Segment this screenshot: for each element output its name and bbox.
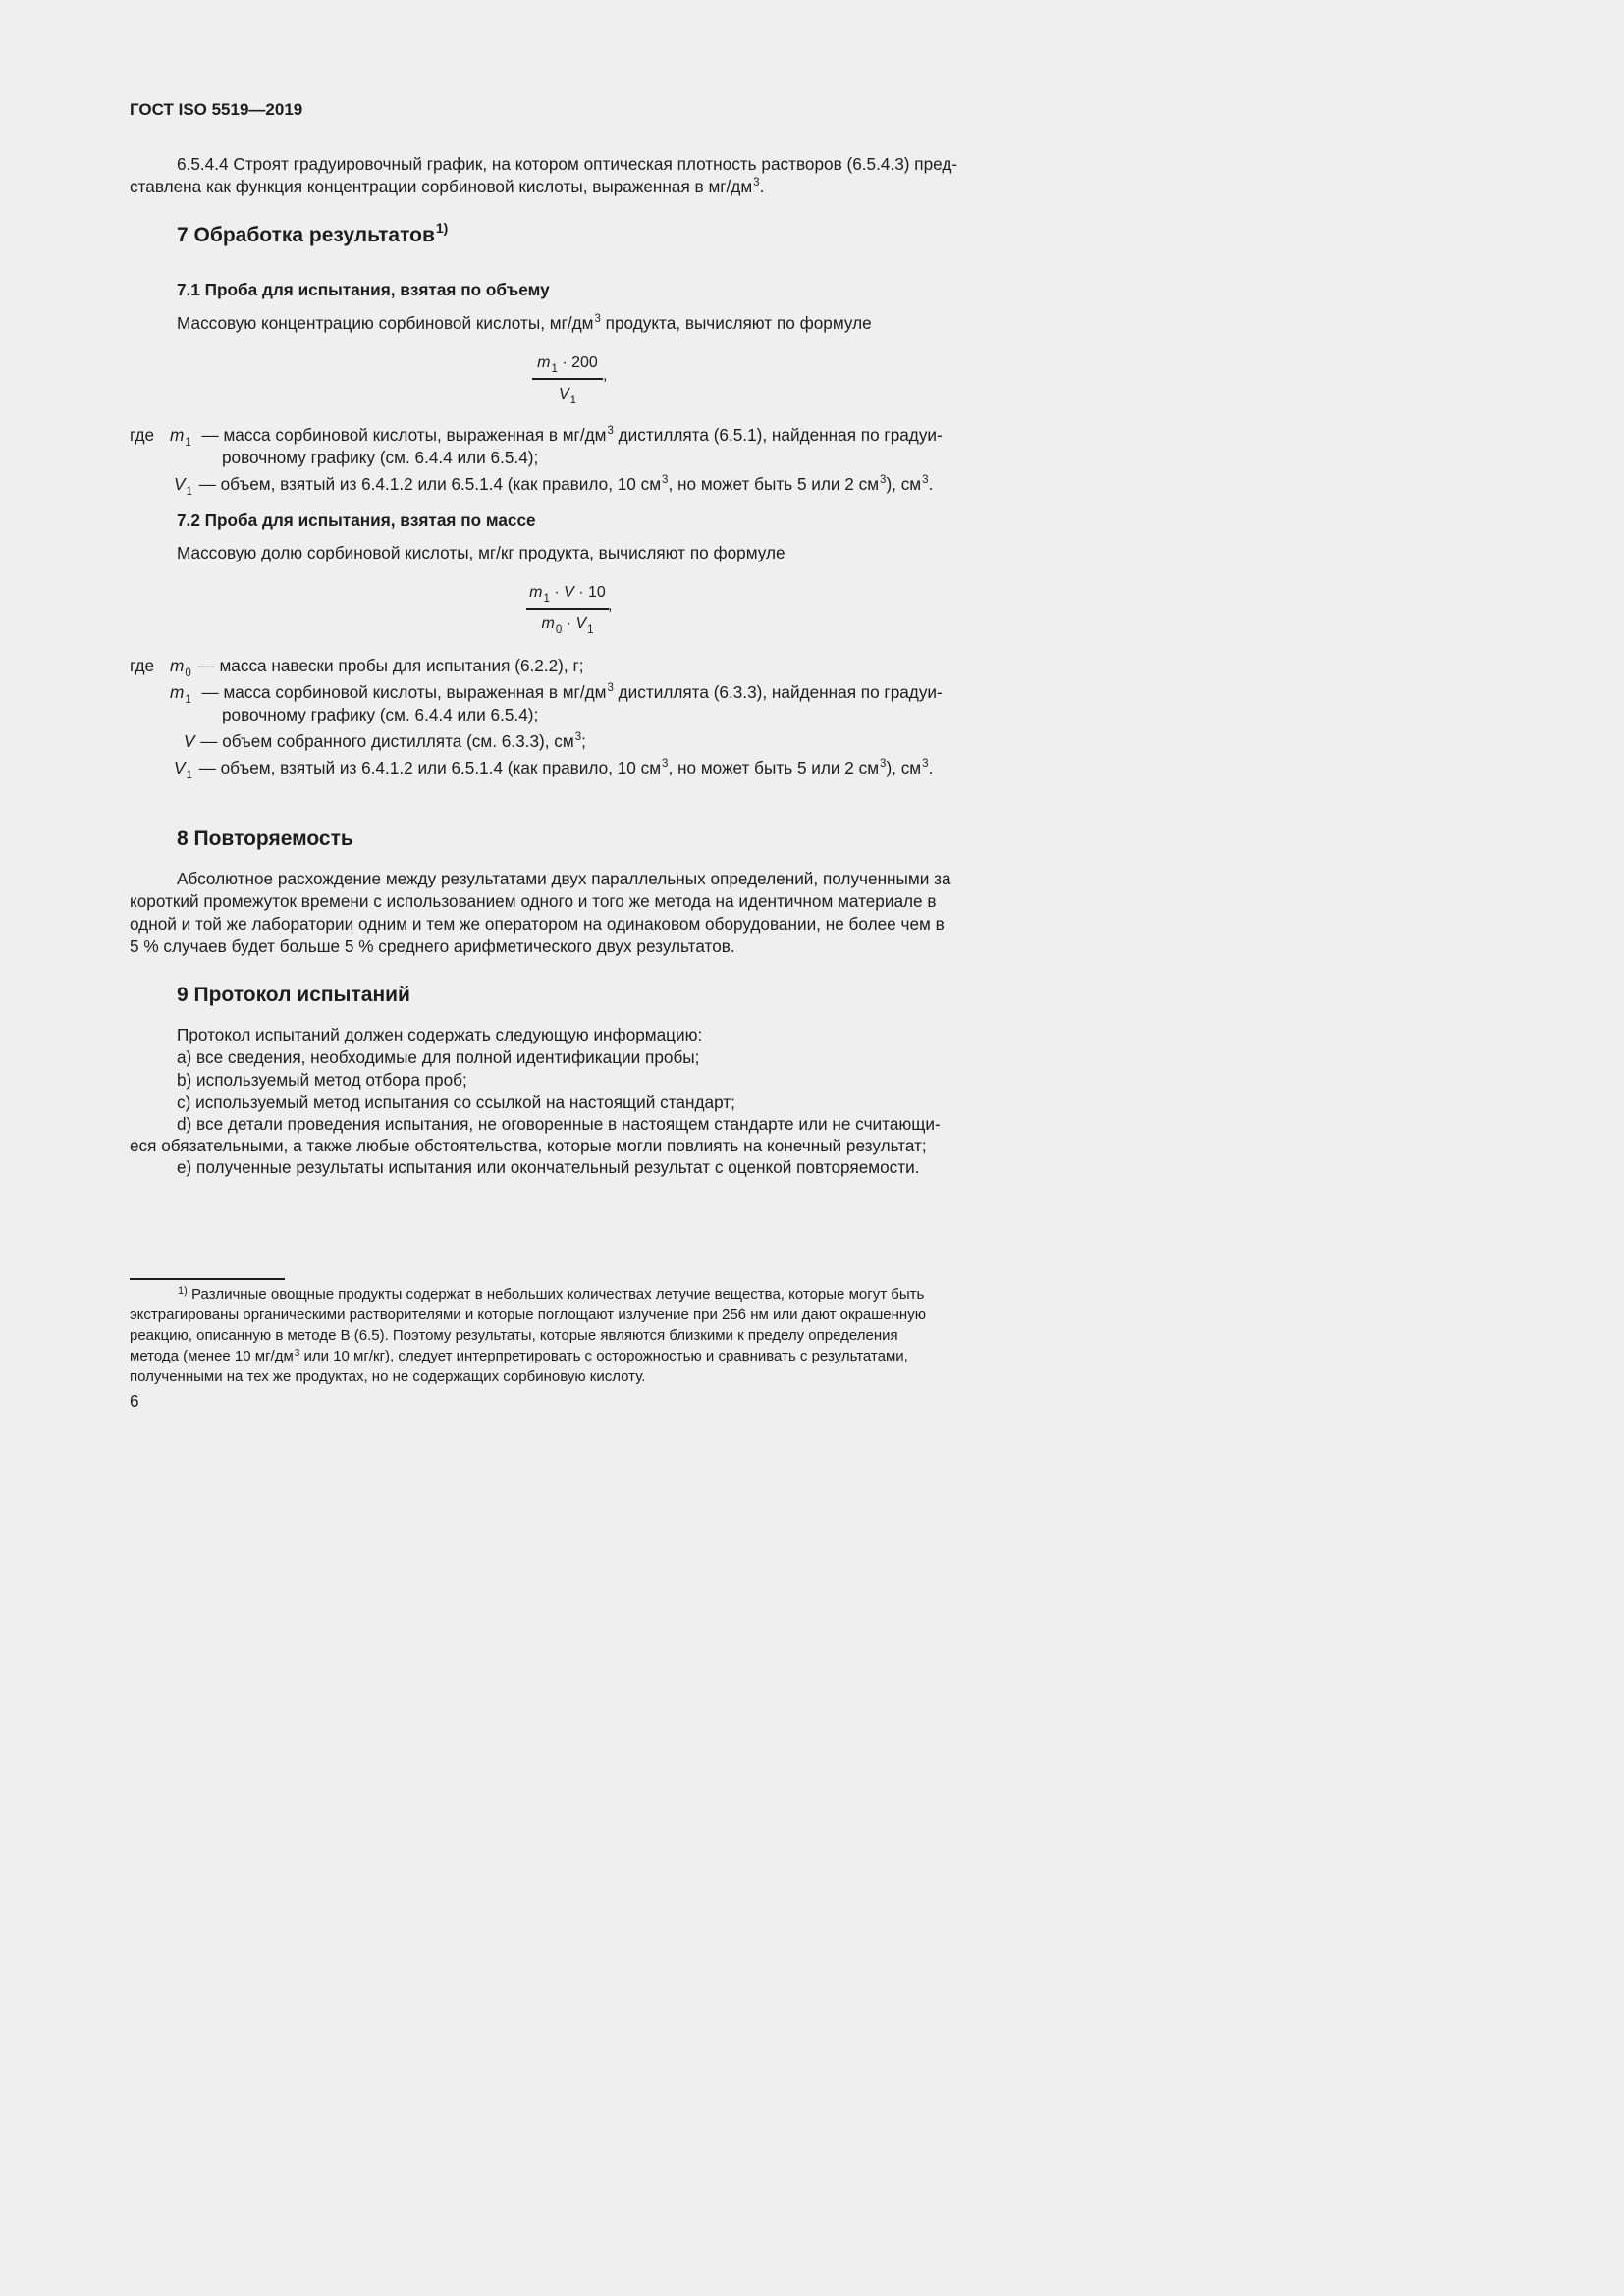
section-8-line-1: Абсолютное расхождение между результатами двух параллельных определений, полученными за: [177, 869, 951, 888]
footnote-line-5: полученными на тех же продуктах, но не содержащих сорбиновую кислоту.: [130, 1368, 646, 1385]
definition-m1-7-2-cont: ровочному графику (см. 6.4.4 или 6.5.4);: [222, 705, 539, 724]
section-8-line-4: 5 % случаев будет больше 5 % среднего арифметического двух результатов.: [130, 936, 735, 956]
definition-m0-7-2: $m_0$ — масса навески пробы для испытания (6.2.2), г;: [170, 656, 584, 679]
section-7-2-text: Массовую долю сорбиновой кислоты, мг/кг продукта, вычисляют по формуле: [177, 543, 785, 562]
section-9-item-d: d) все детали проведения испытания, не оговоренные в настоящем стандарте или не считающи-: [177, 1114, 941, 1134]
footnote-line-4: метода (менее 10 $мг/дм^3$ или 10 мг/кг), следует интерпретировать с осторожностью и сравнивать с результатами,: [130, 1348, 908, 1364]
definition-v1-7-1: $V_1$ — объем, взятый из 6.4.1.2 или 6.5.1.4 (как правило, 10 $см^3$, но может быть 5 или 2 $см^3$), $см^3$.: [174, 474, 934, 498]
footnote-line-1: $^{1)}$ Различные овощные продукты содержат в небольших количествах летучие вещества, которые могут быть: [178, 1285, 925, 1303]
section-8-line-3: одной и той же лаборатории одним и тем же оператором на одинаковом оборудовании, не более чем в: [130, 914, 945, 934]
section-9-title: 9 Протокол испытаний: [177, 984, 410, 1006]
where-label-7-1: где: [130, 425, 155, 445]
section-9-item-e: e) полученные результаты испытания или окончательный результат с оценкой повторяемости.: [177, 1157, 920, 1177]
section-9-item-a: a) все сведения, необходимые для полной идентификации пробы;: [177, 1047, 700, 1067]
footnote-line-3: реакцию, описанную в методе В (6.5). Поэтому результаты, которые являются близкими к пределу определения: [130, 1327, 898, 1344]
footnote-separator: [130, 1278, 285, 1280]
section-7-title: 7 Обработка результатов$^{1)}$: [177, 220, 449, 246]
intro-line-1: 6.5.4.4 Строят градуировочный график, на котором оптическая плотность растворов (6.5.4.3) пред-: [177, 154, 958, 174]
fraction-bar: [532, 378, 603, 380]
section-7-1-title: 7.1 Проба для испытания, взятая по объему: [177, 280, 550, 299]
section-7-2-title: 7.2 Проба для испытания, взятая по массе: [177, 510, 536, 530]
formula-7-1: $m_1 \cdot 200$ $V_1$: [532, 353, 603, 405]
section-9-item-b: b) используемый метод отбора проб;: [177, 1070, 467, 1090]
section-8-title: 8 Повторяемость: [177, 828, 353, 850]
section-8-line-2: короткий промежуток времени с использованием одного и того же метода на идентичном материале в: [130, 891, 937, 911]
definition-m1-7-1-cont: ровочному графику (см. 6.4.4 или 6.5.4);: [222, 448, 539, 467]
definition-v-7-2: V — объем собранного дистиллята (см. 6.3.3), $см^3$;: [184, 731, 586, 751]
formula-7-2: $m_1 \cdot V \cdot 10$ $m_0 \cdot V_1$: [526, 583, 609, 635]
section-9-item-c: c) используемый метод испытания со ссылкой на настоящий стандарт;: [177, 1093, 735, 1112]
definition-v1-7-2: $V_1$ — объем, взятый из 6.4.1.2 или 6.5.1.4 (как правило, 10 $см^3$, но может быть 5 или 2 $см^3$), $см^3$.: [174, 758, 934, 781]
formula-7-2-comma: ,: [608, 597, 613, 614]
formula-7-1-comma: ,: [603, 367, 608, 384]
document-header: ГОСТ ISO 5519—2019: [130, 100, 303, 119]
page-number: 6: [130, 1391, 139, 1411]
fraction-bar: [526, 608, 609, 610]
footnote-line-2: экстрагированы органическими растворителями и которые поглощают излучение при 256 нм или дают окрашенную: [130, 1307, 926, 1323]
section-9-item-d-cont: еся обязательными, а также любые обстоятельства, которые могли повлиять на конечный результат;: [130, 1136, 927, 1155]
intro-line-2: ставлена как функция концентрации сорбиновой кислоты, выраженная в $мг/дм^3$.: [130, 177, 765, 196]
definition-m1-7-1: $m_1$ — масса сорбиновой кислоты, выраженная в $мг/дм^3$ дистиллята (6.5.1), найденная по градуи-: [170, 425, 943, 449]
section-9-line-1: Протокол испытаний должен содержать следующую информацию:: [177, 1025, 703, 1044]
where-label-7-2: где: [130, 656, 155, 675]
section-7-1-text: Массовую концентрацию сорбиновой кислоты, $мг/дм^3$ продукта, вычисляют по формуле: [177, 313, 872, 333]
definition-m1-7-2: $m_1$ — масса сорбиновой кислоты, выраженная в $мг/дм^3$ дистиллята (6.3.3), найденная по градуи-: [170, 682, 943, 706]
